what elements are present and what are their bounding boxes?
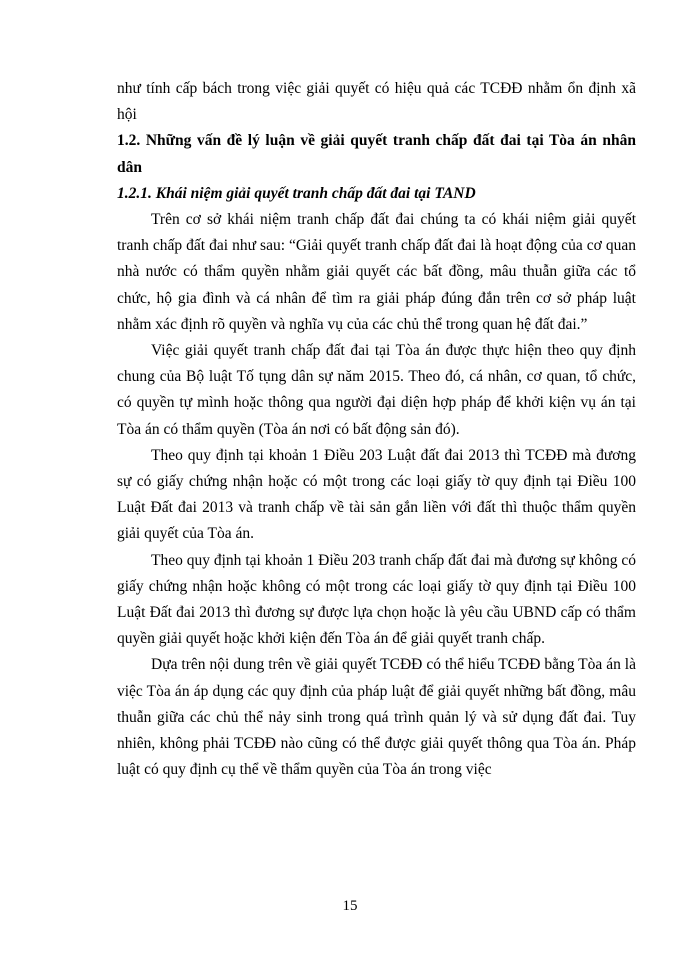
- paragraph-court-resolution: Dựa trên nội dung trên về giải quyết TCĐĐ có thể hiểu TCĐĐ bằng Tòa án là việc Tòa án áp dụng các quy định của pháp luật để giải quyết những bất đồng, mâu thuẫn giữa các chủ thể nảy sinh trong quá trình quản lý và sử dụng đất đai. Tuy nhiên, không phải TCĐĐ nào cũng có thể được giải quyết thông qua Tòa án. Pháp luật có quy định cụ thể về thẩm quyền của Tòa án trong việc: [117, 656, 636, 779]
- section-heading-1-2: 1.2. Những vấn đề lý luận về giải quyết tranh chấp đất đai tại Tòa án nhân dân: [117, 132, 636, 176]
- page-body: [117, 76, 636, 783]
- paragraph-definition: Trên cơ sở khái niệm tranh chấp đất đai chúng ta có khái niệm giải quyết tranh chấp đất đai như sau: “Giải quyết tranh chấp đất đai là hoạt động của cơ quan nhà nước có thẩm quyền nhằm giải quyết các bất đồng, mâu thuẫn giữa các tổ chức, hộ gia đình và cá nhân để tìm ra giải pháp đúng đắn trên cơ sở pháp luật nhằm xác định rõ quyền và nghĩa vụ của các chủ thể trong quan hệ đất đai.”: [117, 211, 636, 333]
- paragraph-article-203-no-certificate: Theo quy định tại khoản 1 Điều 203 tranh chấp đất đai mà đương sự không có giấy chứng nhận hoặc không có một trong các loại giấy tờ quy định tại Điều 100 Luật Đất đai 2013 thì đương sự được lựa chọn hoặc là yêu cầu UBND cấp có thẩm quyền giải quyết hoặc khởi kiện đến Tòa án để giải quyết tranh chấp.: [117, 551, 636, 648]
- paragraph-civil-procedure: Việc giải quyết tranh chấp đất đai tại Tòa án được thực hiện theo quy định chung của Bộ luật Tố tụng dân sự năm 2015. Theo đó, cá nhân, cơ quan, tổ chức, có quyền tự mình hoặc thông qua người đại diện hợp pháp để khởi kiện vụ án tại Tòa án có thẩm quyền (Tòa án nơi có bất động sản đó).: [117, 342, 636, 438]
- paragraph-article-203-certificate: Theo quy định tại khoản 1 Điều 203 Luật đất đai 2013 thì TCĐĐ mà đương sự có giấy chứng nhận hoặc có một trong các loại giấy tờ quy định tại Điều 100 Luật Đất đai 2013 và tranh chấp về tài sản gắn liền với đất thì thuộc thẩm quyền giải quyết của Tòa án.: [117, 446, 636, 543]
- paragraph-continuation: như tính cấp bách trong việc giải quyết có hiệu quả các TCĐĐ nhằm ổn định xã hội: [117, 80, 636, 124]
- page-number: 15: [342, 898, 358, 914]
- subsection-heading-1-2-1: 1.2.1. Khái niệm giải quyết tranh chấp đất đai tại TAND: [117, 184, 476, 202]
